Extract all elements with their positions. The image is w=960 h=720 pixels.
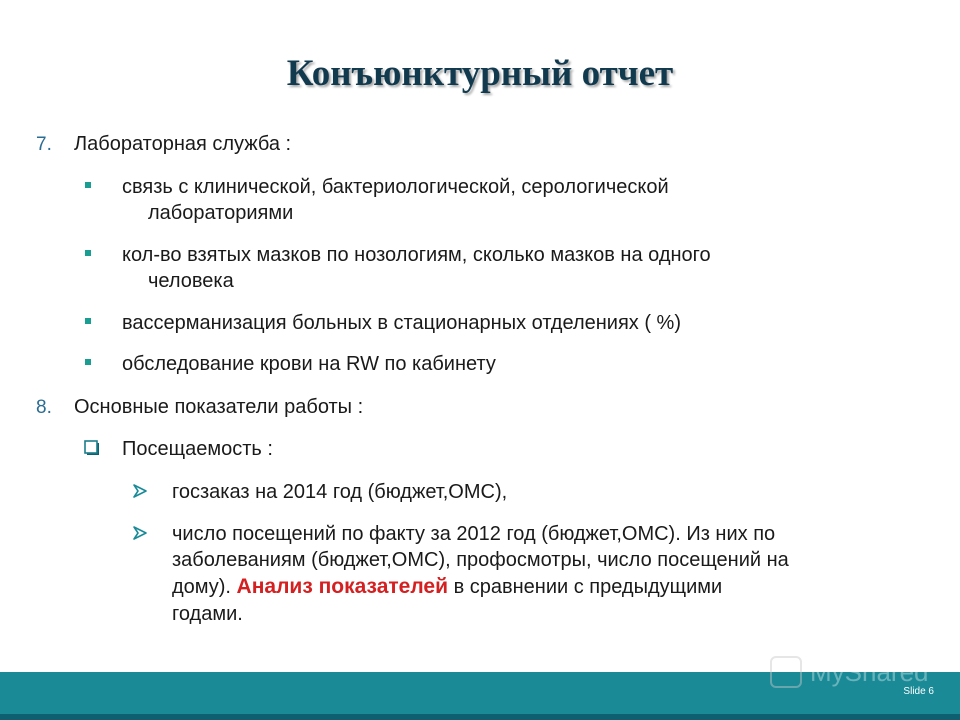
- arrow-bullet-text: госзаказ на 2014 год (бюджет,ОМС),: [172, 481, 508, 503]
- square-bullet-icon: [85, 182, 91, 188]
- bullet-text-cont: лабораториями: [148, 202, 294, 224]
- square-bullet-icon: [85, 318, 91, 324]
- myshared-logo-icon: [770, 656, 802, 688]
- list-number-8: 8.: [36, 397, 52, 418]
- bullet-text-cont: человека: [148, 270, 234, 292]
- main-indicators-heading: Основные показатели работы :: [74, 396, 364, 418]
- footer-stripe: [0, 714, 960, 720]
- square-bullet-icon: [85, 359, 91, 365]
- slide-number: Slide 6: [903, 686, 934, 697]
- watermark-text: MyShared: [810, 656, 929, 687]
- highlight-analysis: Анализ показателей: [236, 575, 449, 598]
- bullet-text: обследование крови на RW по кабинету: [122, 353, 496, 375]
- arrow-bullet-text: число посещений по факту за 2012 год (бюджет,ОМС). Из них по: [172, 523, 776, 545]
- arrow-bullet-text-cont: заболеваниям (бюджет,ОМС), профосмотры, число посещений на: [172, 549, 789, 571]
- bullet-text: вассерманизация больных в стационарных отделениях ( %): [122, 312, 681, 334]
- list-number-7: 7.: [36, 134, 52, 155]
- arrow-bullet-icon: [132, 525, 148, 541]
- text-segment: в сравнении с предыдущими: [448, 576, 723, 598]
- arrow-bullet-text-cont: годами.: [172, 603, 243, 625]
- bullet-text: кол-во взятых мазков по нозологиям, сколько мазков на одного: [122, 244, 711, 266]
- lab-service-heading: Лабораторная служба :: [74, 133, 292, 155]
- arrow-bullet-text-cont: [172, 574, 722, 600]
- square-bullet-icon: [85, 250, 91, 256]
- text-segment: дому).: [172, 576, 237, 598]
- watermark: [770, 656, 929, 688]
- arrow-bullet-icon: [132, 483, 148, 499]
- slide-title: Конъюнктурный отчет: [286, 53, 674, 94]
- bullet-text: связь с клинической, бактериологической, серологической: [122, 176, 669, 198]
- attendance-label: Посещаемость :: [122, 438, 273, 460]
- checkbox-bullet-icon: [84, 440, 100, 456]
